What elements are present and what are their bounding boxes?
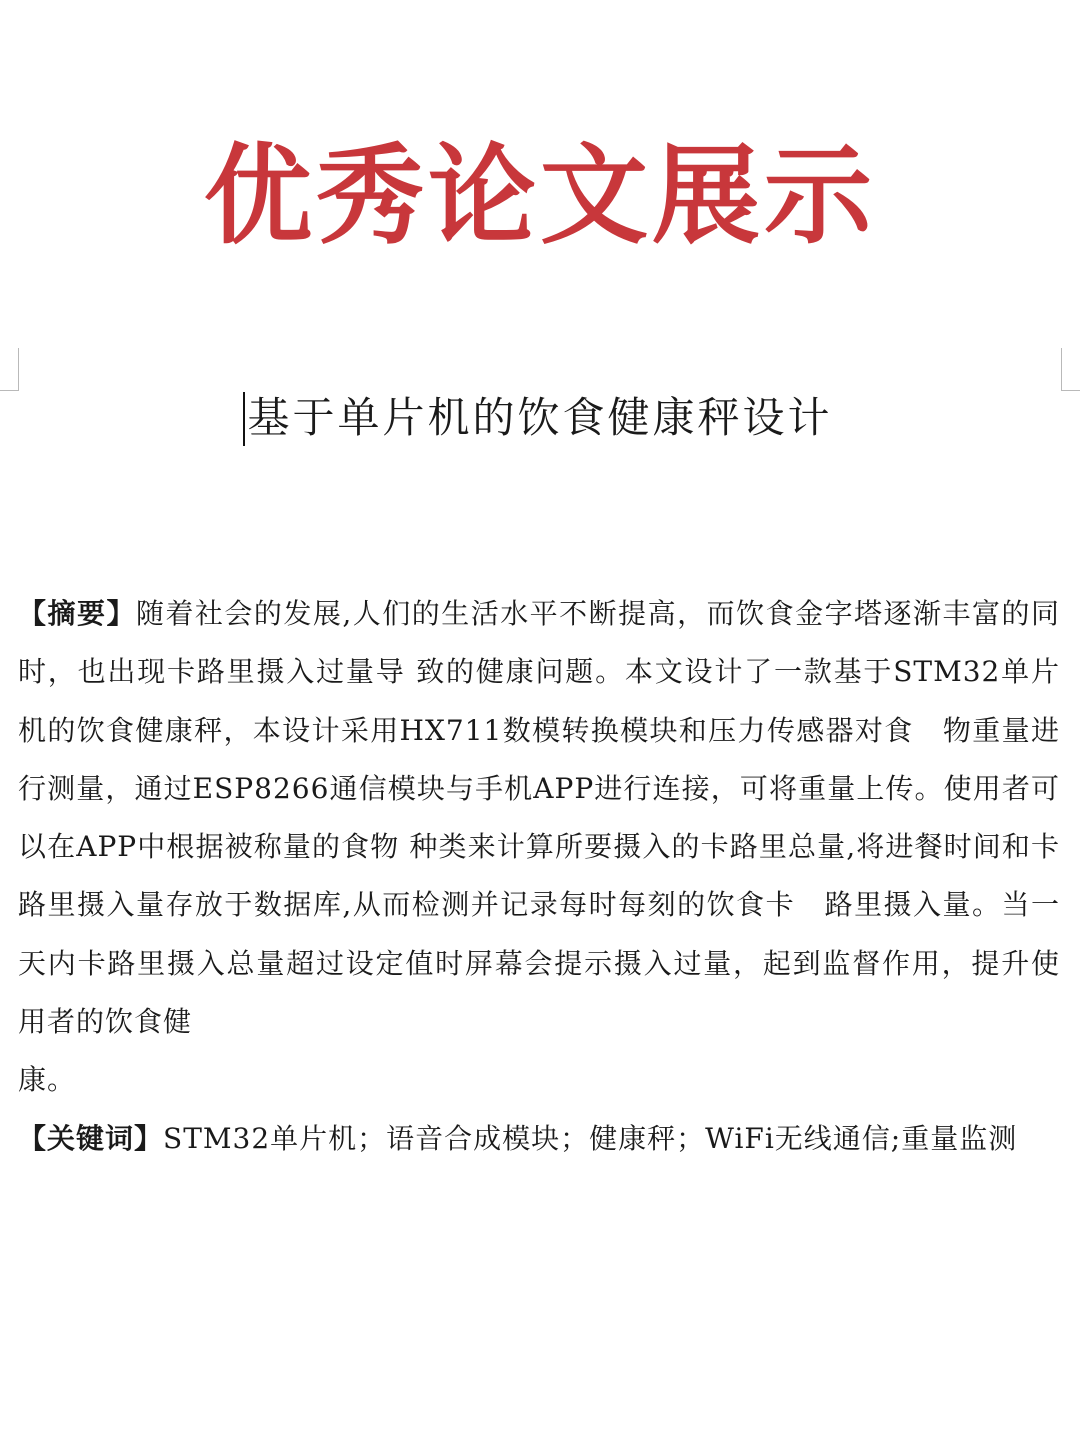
keywords-text: STM32单片机；语音合成模块；健康秤；WiFi无线通信;重量监测: [163, 1121, 1018, 1155]
abstract-label: 【摘要】: [18, 597, 136, 630]
abstract-text: 随着社会的发展,人们的生活水平不断提高，而饮食金字塔逐渐丰富的同时，也出现卡路里摄入过量导 致的健康问题。本文设计了一款基于STM32单片机的饮食健康秤，本设计采用HX711数模转换模块和压力传感器对食 物重量进行测量，通过ESP8266通信模块与手机APP进行连接，可将重量上传。使用者可以在APP中根据被称量的食物 种类来计算所要摄入的卡路里总量,将进餐时间和卡路里摄入量存放于数据库,从而检测并记录每时每刻的饮食卡 路里摄入量。当一天内卡路里摄入总量超过设定值时屏幕会提示摄入过量，起到监督作用，提升使用者的饮食健: [18, 597, 1060, 1039]
paper-title-line[interactable]: [247, 390, 832, 446]
paper-title-container: [0, 390, 1080, 446]
abstract-tail: 康。: [18, 1063, 77, 1097]
abstract-paragraph: [18, 585, 1060, 1051]
keywords-paragraph: [18, 1110, 1060, 1168]
paper-title: 基于单片机的饮食健康秤设计: [247, 393, 833, 442]
banner-title: 优秀论文展示: [203, 134, 876, 259]
page-corner-mark-right: [1061, 348, 1080, 391]
abstract-section: [18, 585, 1060, 1168]
text-cursor: [243, 392, 245, 446]
keywords-label: 【关键词】: [18, 1121, 164, 1155]
page-corner-mark-left: [0, 348, 19, 391]
